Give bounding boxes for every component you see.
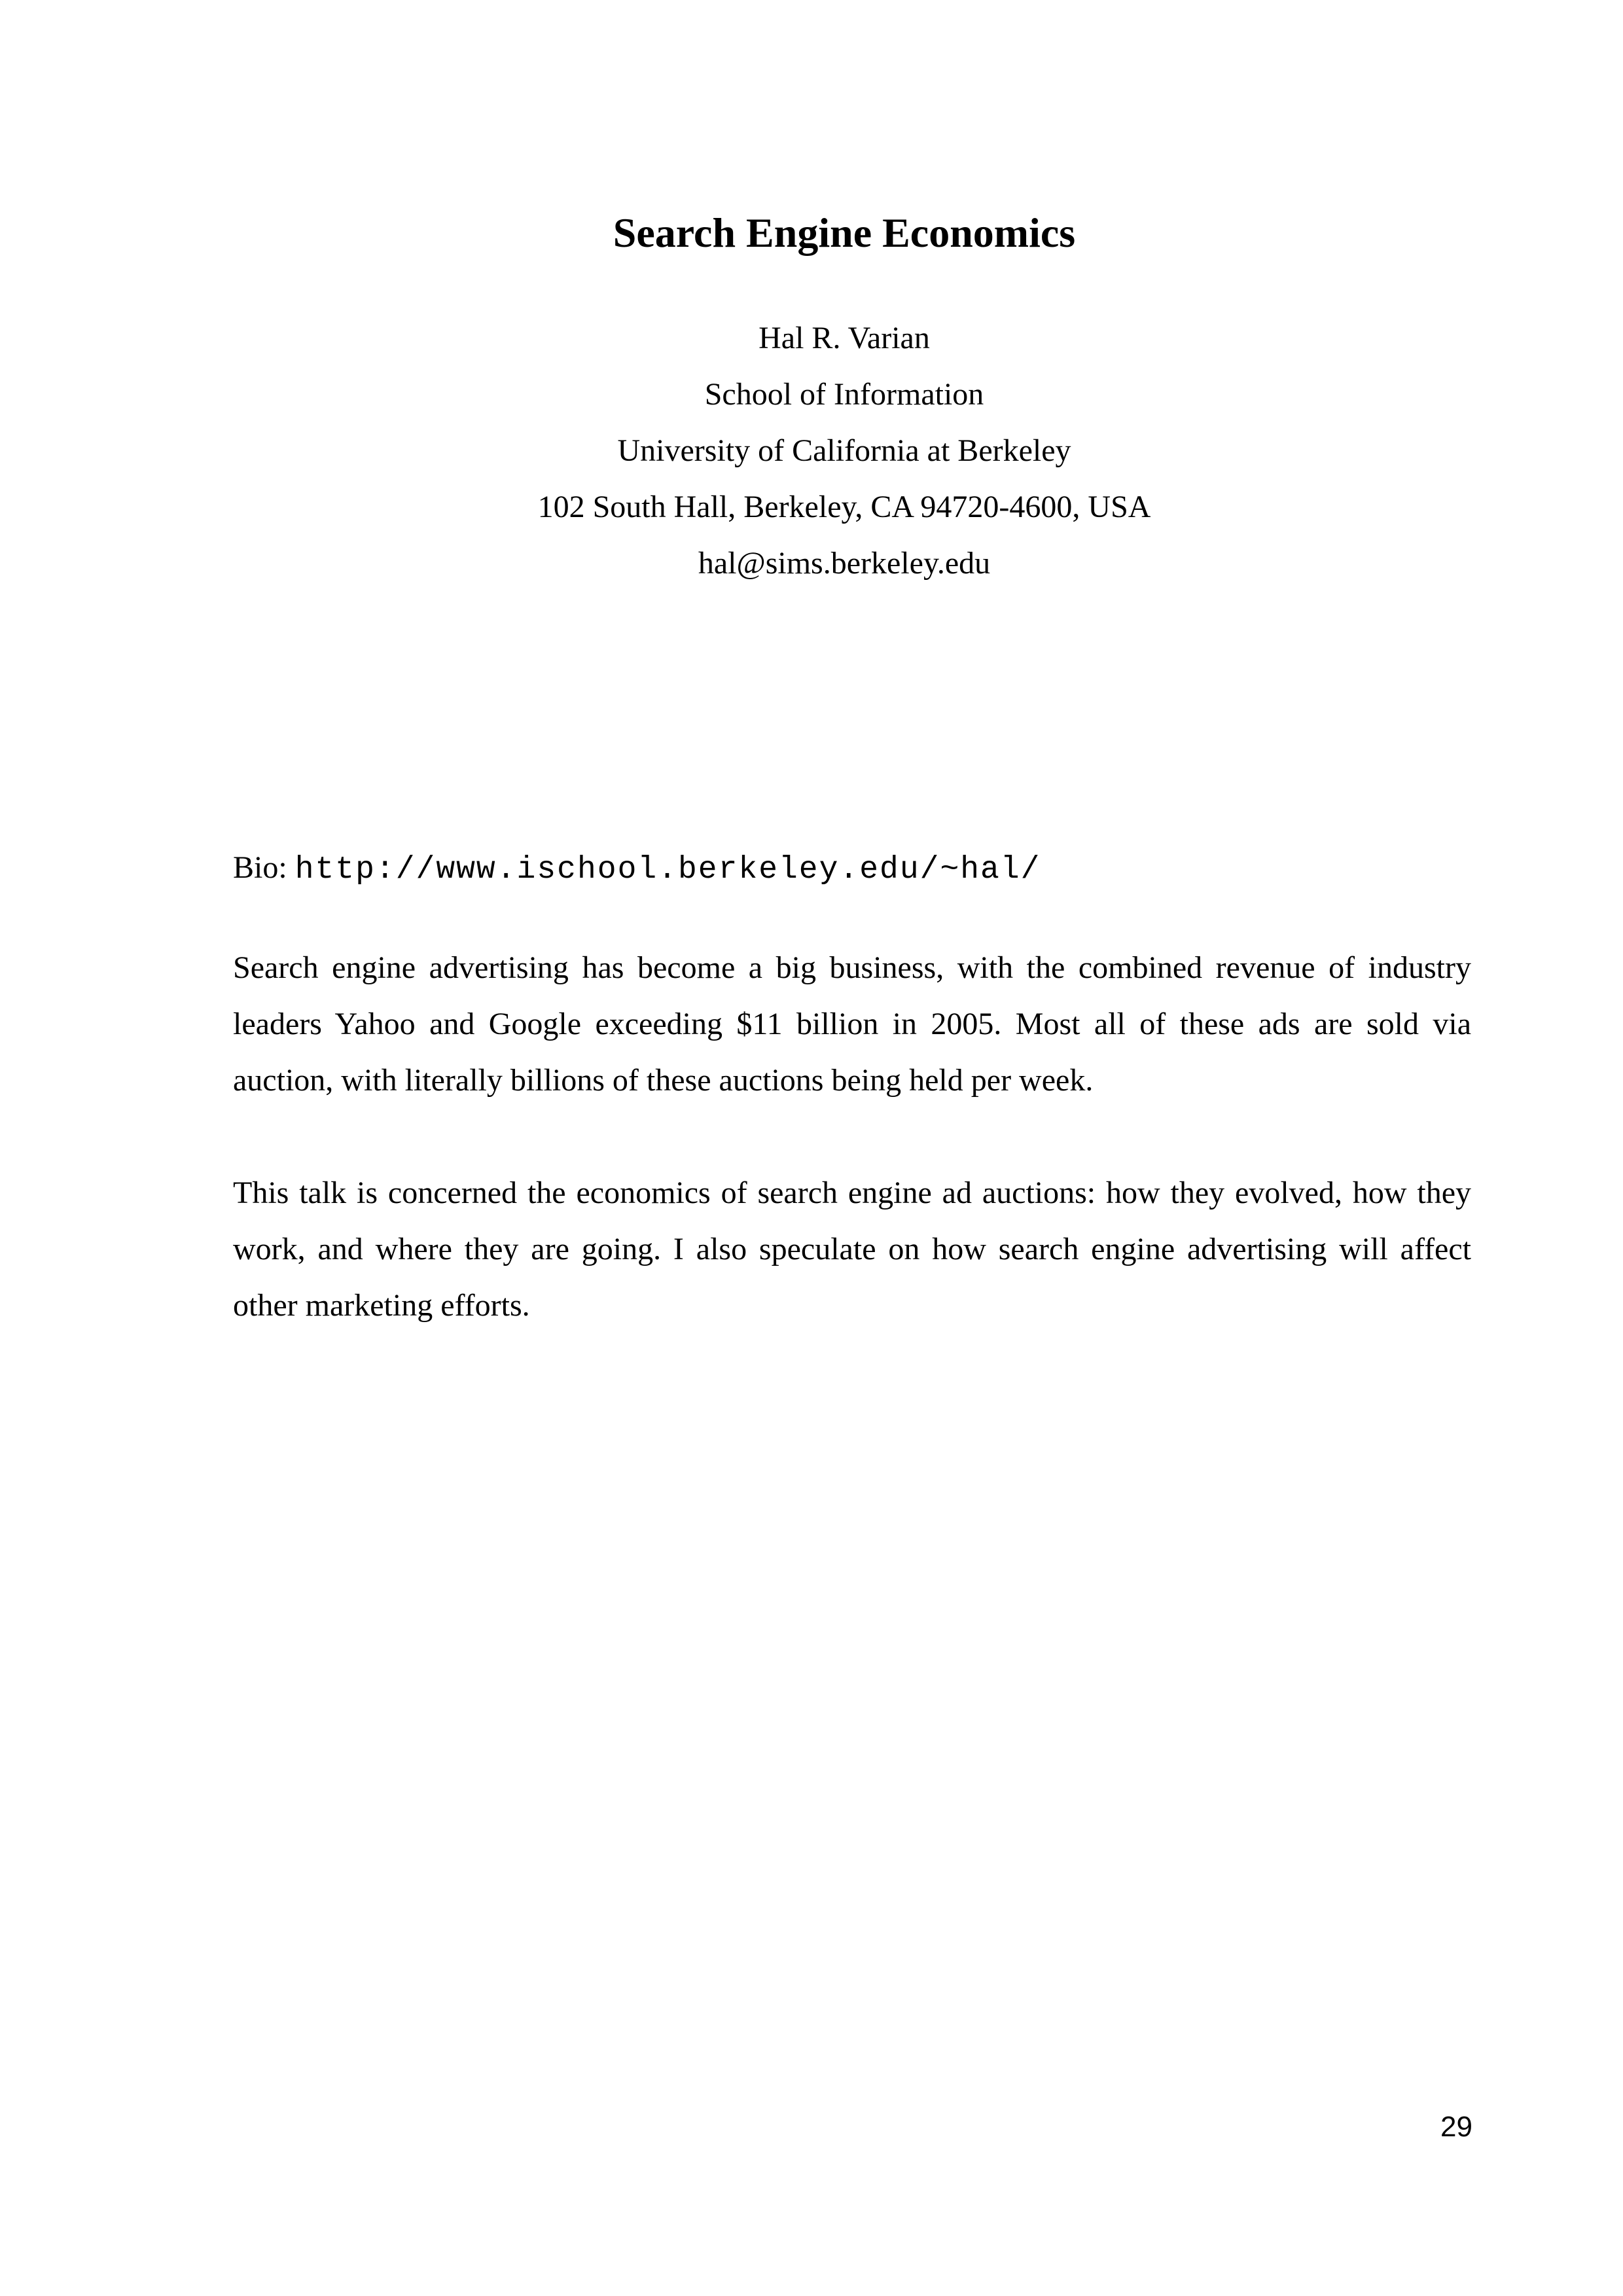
paper-title: Search Engine Economics [613, 209, 1076, 256]
author-block [0, 310, 1623, 592]
abstract-paragraph-1: Search engine advertising has become a big business, with the combined revenue of industry leaders Yahoo and Google exceeding $11 billion in 2005. Most all of these ads are sold via auction, with literally billions of these auctions being held per week. [233, 950, 1471, 1098]
author-department: School of Information [704, 377, 984, 412]
author-name: Hal R. Varian [758, 321, 930, 355]
bio-line [233, 848, 1041, 889]
bio-label: Bio: [233, 850, 287, 885]
page-number: 29 [1440, 2111, 1472, 2143]
bio-url: http://www.ischool.berkeley.edu/~hal/ [294, 852, 1041, 888]
author-institution: University of California at Berkeley [617, 433, 1071, 468]
author-email: hal@sims.berkeley.edu [698, 546, 991, 581]
abstract-paragraph-2: This talk is concerned the economics of search engine ad auctions: how they evolved, how they work, and where they are going. I also speculate on how search engine advertising will affect other marketing efforts. [233, 1175, 1471, 1323]
author-address: 102 South Hall, Berkeley, CA 94720-4600, USA [537, 490, 1151, 524]
